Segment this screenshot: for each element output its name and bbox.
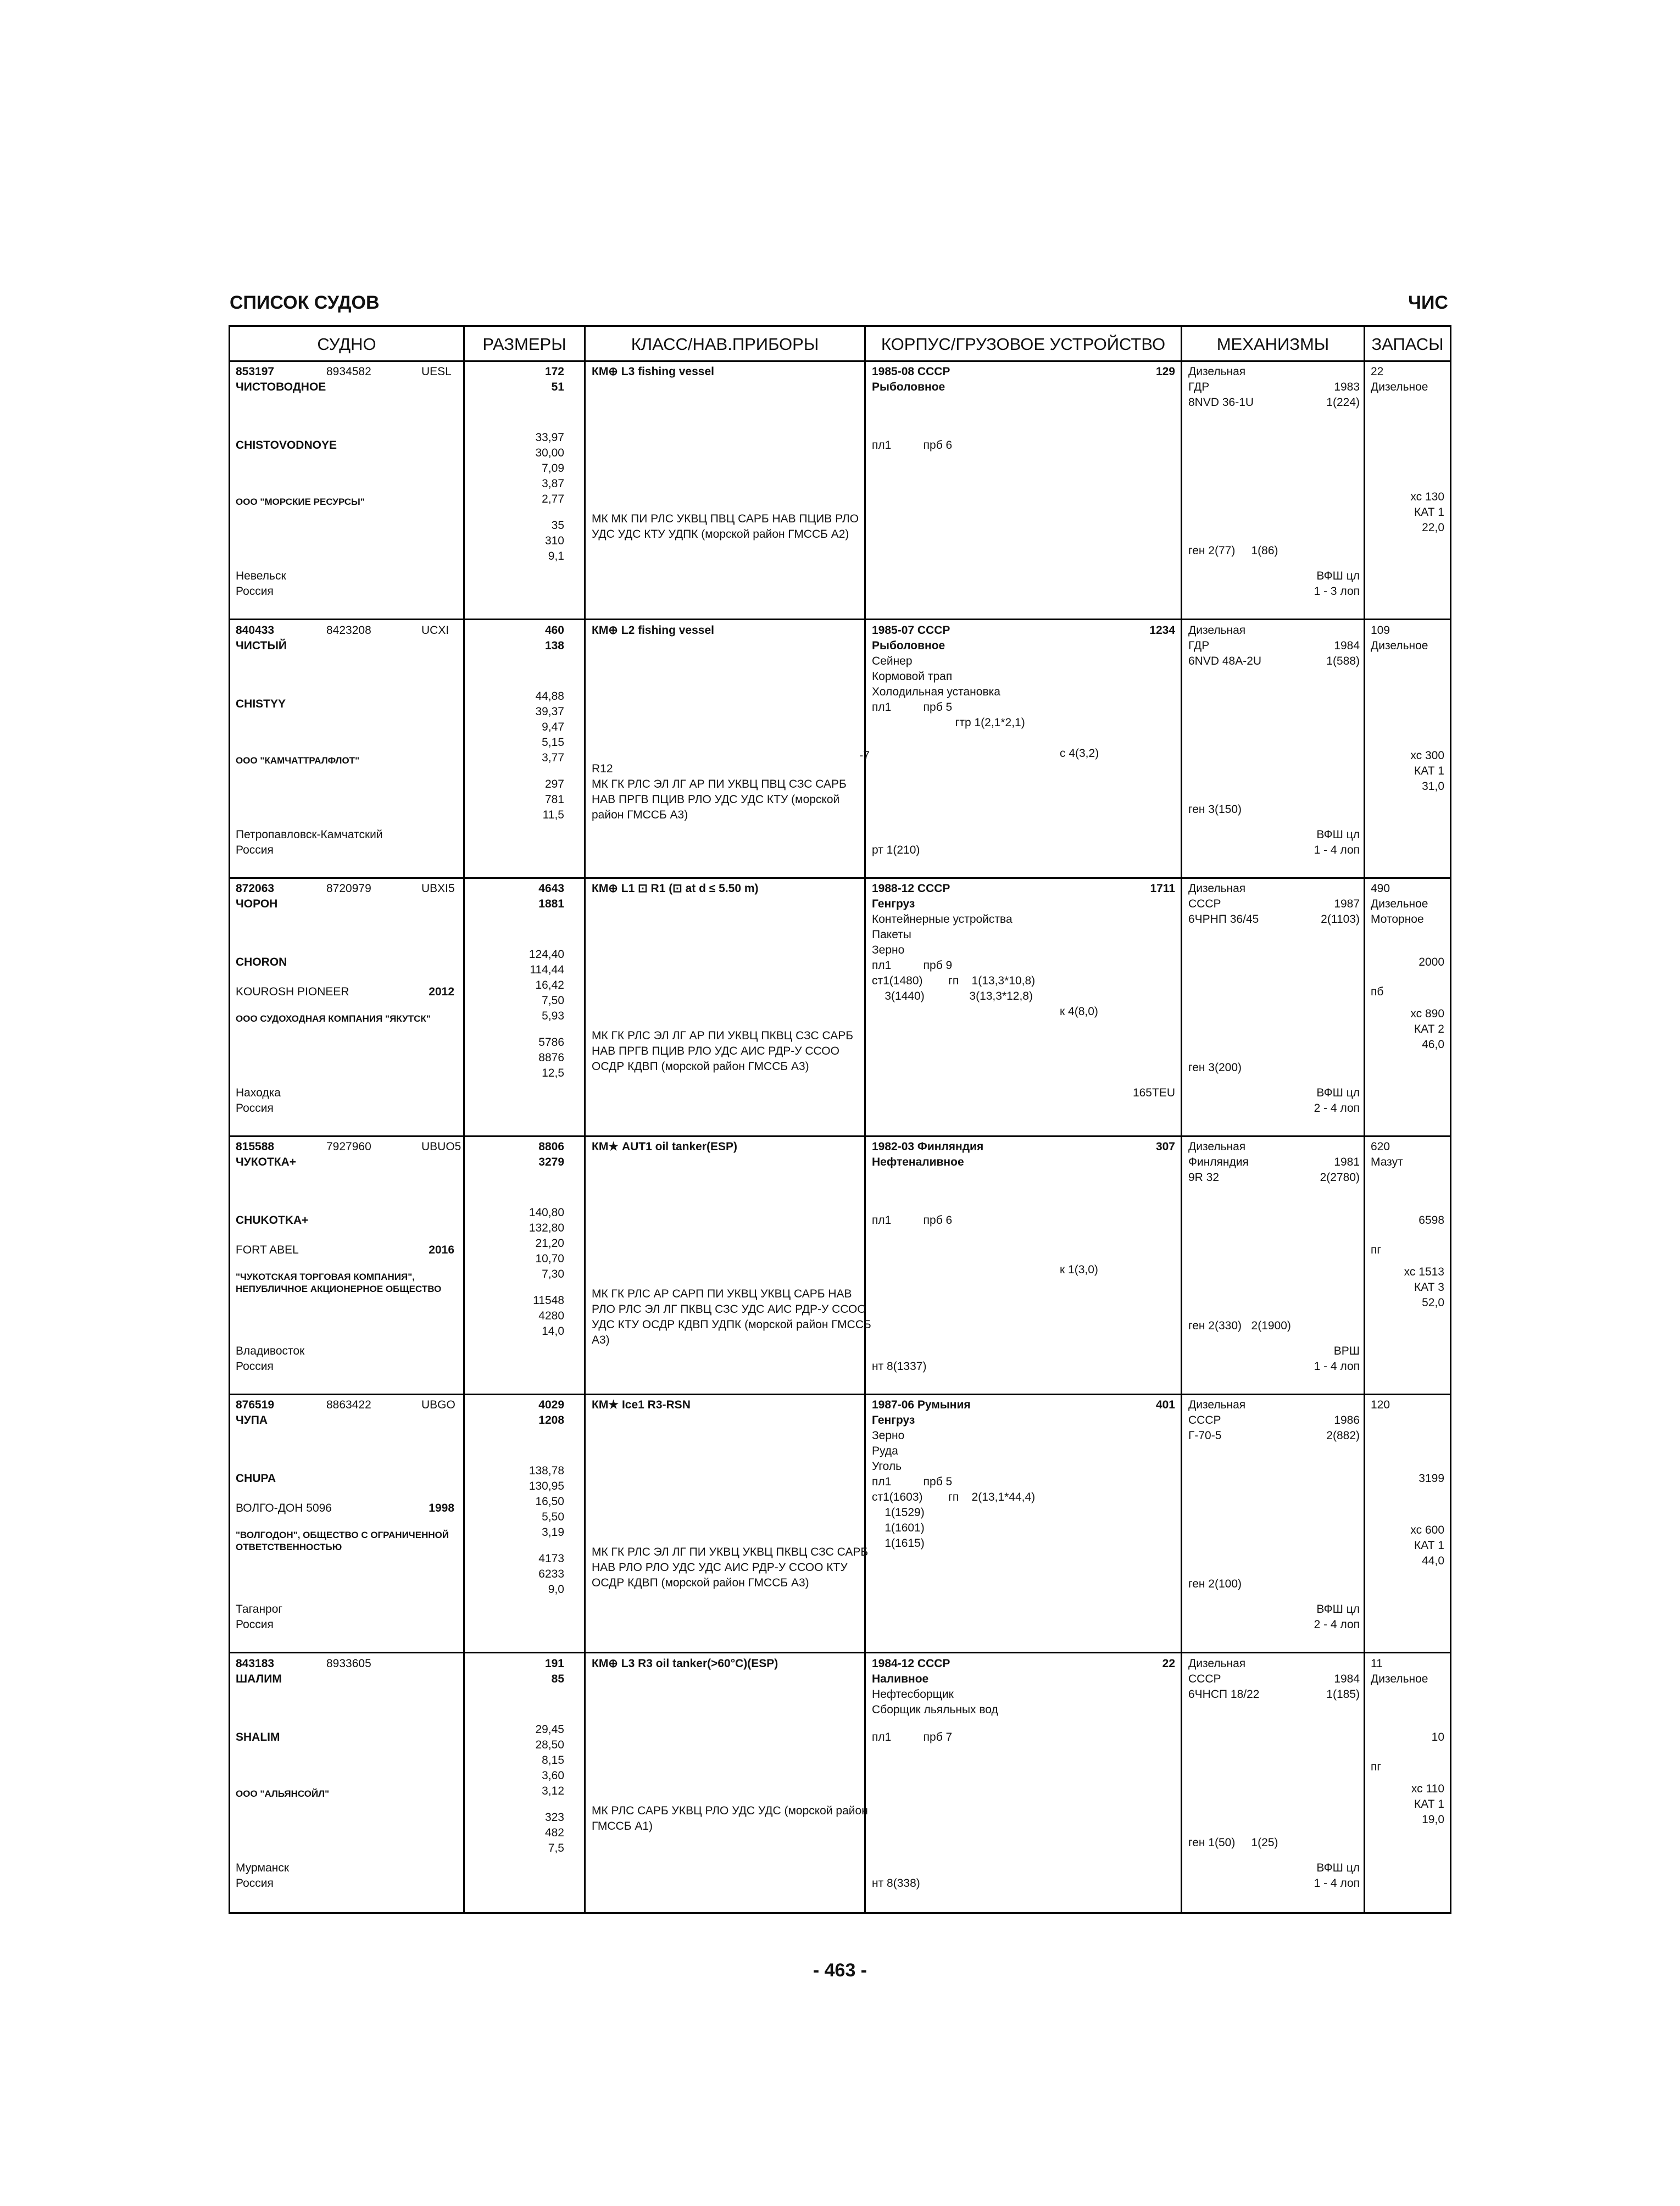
build-date-country: 1985-08 СССР [872,365,950,378]
dimension-value: 3,12 [542,1785,564,1797]
hull-detail: ст1(1480) гп 1(13,3*10,8) [872,974,1036,987]
hull-detail: пл1 прб 5 [872,701,953,714]
build-date-country: 1988-12 СССР [872,882,950,895]
ship-register-table [229,325,1451,1914]
owner-name: "ЧУКОТСКАЯ ТОРГОВАЯ КОМПАНИЯ", НЕПУБЛИЧНОЕ АКЦИОНЕРНОЕ ОБЩЕСТВО [236,1272,442,1294]
engine-year: 1986 [1334,1414,1360,1427]
hull-number: 1711 [1150,882,1175,895]
imo-number: 8720979 [326,882,371,895]
call-sign: UBUO5 [421,1140,461,1153]
former-name-year: 2012 [429,985,454,998]
propeller-blades: 1 - 4 лоп [1314,1877,1360,1890]
header-ship: СУДНО [230,327,465,362]
cargo-volume: 3199 [1418,1472,1444,1485]
dimension-value: 3,60 [542,1769,564,1782]
dimension-value: 28,50 [535,1739,564,1751]
stores-detail: КАТ 3 [1414,1281,1444,1294]
propeller-type: ВФШ цл [1316,1862,1360,1874]
ship-name-en: CHORON [236,956,287,968]
hull-number: 22 [1162,1657,1175,1670]
stores-detail: 31,0 [1422,780,1444,793]
former-name: KOUROSH PIONEER [236,985,349,998]
class-notation: КМ⊕ L1 ⊡ R1 (⊡ at d ≤ 5.50 m) [592,882,759,895]
propeller-blades: 1 - 4 лоп [1314,1360,1360,1373]
dimension-value: 5,50 [542,1511,564,1523]
engine-info: 9R 32 [1188,1171,1220,1184]
stores-detail: хс 600 [1410,1524,1444,1536]
stores-detail: КАТ 1 [1414,1798,1444,1811]
ship-name-en: CHUPA [236,1472,276,1485]
class-notation: КМ★ Ice1 R3-RSN [592,1399,691,1411]
engine-power: 2(1103) [1321,913,1360,926]
owner-name: ООО "МОРСКИЕ РЕСУРСЫ" [236,497,365,507]
generators: ген 3(150) [1188,803,1242,816]
nav-equipment: МК МК ПИ РЛС УКВЦ ПВЦ САРБ НАВ ПЦИВ РЛО УДС УДС КТУ УДПК (морской район ГМССБ А2) [592,512,859,541]
class-notation: КМ★ AUT1 oil tanker(ESP) [592,1140,738,1153]
imo-number: 7927960 [326,1140,371,1153]
capacity-value: 6233 [538,1568,564,1580]
engine-info: 6NVD 48A-2U [1188,655,1262,667]
stores-detail: КАТ 2 [1414,1023,1444,1035]
engine-power: 1(185) [1326,1688,1360,1701]
stores-detail: хс 130 [1410,491,1444,503]
cargo-volume: 2000 [1418,956,1444,968]
engine-info: Дизельная [1188,624,1246,637]
stores-detail: хс 110 [1411,1782,1444,1795]
ship-name-ru: ЧУКОТКА+ [236,1156,297,1168]
call-sign: UESL [421,365,452,378]
tank-mark: пб [1371,985,1384,998]
fuel-type: Дизельное [1371,898,1428,910]
flag-country: Россия [236,1877,274,1890]
generators: ген 3(200) [1188,1061,1242,1074]
ship-type: Холодильная установка [872,686,1000,698]
propeller-type: ВФШ цл [1316,828,1360,841]
engine-power: 1(224) [1326,396,1360,409]
generators: ген 2(77) 1(86) [1188,544,1278,557]
engine-info: Дизельная [1188,1399,1246,1411]
engine-info: 6ЧРНП 36/45 [1188,913,1259,926]
fuel-quantity: 490 [1371,882,1390,895]
engine-info: Г-70-5 [1188,1429,1222,1442]
home-port: Находка [236,1087,281,1099]
nav-equipment: МК РЛС САРБ УКВЦ РЛО УДС УДС (морской район ГМССБ А1) [592,1804,868,1832]
page-number: - 463 - [813,1960,867,1981]
class-notation: КМ⊕ L3 fishing vessel [592,365,714,378]
fuel-type: Мазут [1371,1156,1403,1168]
header-class: КЛАСС/НАВ.ПРИБОРЫ [586,327,866,362]
ship-name-en: SHALIM [236,1731,280,1743]
ship-name-en: CHUKOTKA+ [236,1214,309,1227]
flag-country: Россия [236,585,274,598]
hull-detail: 1(1529) [872,1506,925,1519]
engine-power: 2(2780) [1320,1171,1360,1184]
flag-country: Россия [236,844,274,856]
registry-number: 872063 [236,882,275,895]
registry-number: 853197 [236,365,275,378]
generators: ген 2(330) 2(1900) [1188,1319,1291,1332]
fuel-type: Моторное [1371,913,1424,926]
tonnage-value: 51 [551,381,564,393]
ship-name-ru: ШАЛИМ [236,1673,282,1685]
engine-year: 1987 [1334,898,1360,910]
stores-detail: хс 890 [1410,1007,1444,1020]
ship-type: Нефтесборщик [872,1688,954,1701]
ship-name-ru: ЧОРОН [236,898,278,910]
dimension-value: 114,44 [530,963,564,976]
ship-type: Зерно [872,1429,905,1442]
ship-type: Генгруз [872,1414,915,1427]
dimension-value: 132,80 [529,1222,564,1234]
hull-detail: 3(1440) 3(13,3*12,8) [872,990,1033,1002]
ship-name-en: CHISTYY [236,698,286,710]
stores-detail: 52,0 [1422,1296,1444,1309]
engine-power: 1(588) [1326,655,1360,667]
ship-type: Пакеты [872,928,911,941]
nav-equipment: МК ГК РЛС ЭЛ ЛГ АР ПИ УКВЦ ПКВЦ СЗС САРБ НАВ ПРГВ ПЦИВ РЛО УДС АИС РДР-У ССОО ОСДР КДВП (морской район ГМССБ А3) [592,1029,854,1073]
page-code: ЧИС [1408,292,1448,313]
home-port: Мурманск [236,1862,290,1874]
capacity-value: 12,5 [542,1067,564,1079]
stores-detail: 46,0 [1422,1038,1444,1051]
stores-detail: хс 300 [1410,749,1444,762]
ship-type: Рыболовное [872,381,945,393]
owner-name: ООО "АЛЬЯНСОЙЛ" [236,1789,330,1799]
imo-number: 8423208 [326,624,371,637]
ship-type: Наливное [872,1673,929,1685]
ship-type: Генгруз [872,898,915,910]
nav-equipment: МК ГК РЛС ЭЛ ЛГ АР ПИ УКВЦ ПВЦ СЗС САРБ НАВ ПРГВ ПЦИВ РЛО УДС УДС КТУ (морской район ГМССБ А3) [592,778,847,821]
call-sign: UCXI [421,624,449,637]
fuel-quantity: 120 [1371,1399,1390,1411]
capacity-value: 7,5 [548,1842,564,1854]
stores-detail: КАТ 1 [1414,765,1444,777]
capacity-value: 5786 [538,1036,564,1049]
ship-entry [230,1395,1450,1653]
capacity-value: 9,1 [548,550,564,562]
flag-country: Россия [236,1360,274,1373]
generators: ген 2(100) [1188,1578,1242,1590]
owner-name: ООО СУДОХОДНАЯ КОМПАНИЯ "ЯКУТСК" [236,1013,431,1024]
engine-info: СССР [1188,898,1221,910]
dimension-value: 29,45 [535,1723,564,1736]
stores-detail: 19,0 [1422,1813,1444,1826]
fuel-quantity: 109 [1371,624,1390,637]
cargo-volume: 10 [1431,1731,1444,1743]
registry-number: 843183 [236,1657,275,1670]
dimension-value: 9,47 [542,721,564,733]
engine-info: 6ЧНСП 18/22 [1188,1688,1260,1701]
propeller-blades: 1 - 3 лоп [1314,585,1360,598]
engine-info: Дизельная [1188,365,1246,378]
ship-entry [230,879,1450,1137]
dimension-value: 3,19 [542,1526,564,1539]
capacity-value: 781 [544,793,564,806]
tonnage-value: 172 [544,365,564,378]
former-name: ВОЛГО-ДОН 5096 [236,1502,332,1514]
class-notation: КМ⊕ L3 R3 oil tanker(>60°C)(ESP) [592,1657,778,1670]
propeller-type: ВФШ цл [1316,1603,1360,1615]
fuel-quantity: 620 [1371,1140,1390,1153]
capacity-value: 8876 [538,1051,564,1064]
propeller-type: ВФШ цл [1316,1087,1360,1099]
propeller-blades: 2 - 4 лоп [1314,1618,1360,1631]
dimension-value: 8,15 [542,1754,564,1767]
tonnage-value: 4029 [538,1399,564,1411]
former-name: FORT ABEL [236,1244,299,1256]
stores-detail: хс 1513 [1404,1266,1444,1278]
generators: ген 1(50) 1(25) [1188,1836,1278,1849]
propeller-blades: 1 - 4 лоп [1314,844,1360,856]
imo-number: 8933605 [326,1657,371,1670]
imo-number: 8934582 [326,365,371,378]
dimension-value: 16,50 [535,1495,564,1508]
dimension-value: 33,97 [535,431,564,444]
hull-detail: гтр 1(2,1*2,1) [872,716,1025,729]
capacity-value: 4173 [538,1552,564,1565]
hull-detail: ст1(1603) гп 2(13,1*44,4) [872,1491,1036,1503]
hull-tanks: нт 8(338) [872,1877,920,1890]
engine-info: Финляндия [1188,1156,1249,1168]
former-name-year: 2016 [429,1244,454,1256]
tank-mark: пг [1371,1761,1382,1773]
dimension-value: 39,37 [535,705,564,718]
call-sign: UBXI5 [421,882,455,895]
registry-number: 840433 [236,624,275,637]
capacity-value: 310 [544,534,564,547]
tonnage-value: 1208 [538,1414,564,1427]
propeller-blades: 2 - 4 лоп [1314,1102,1360,1115]
hull-detail: пл1 прб 6 [872,1214,953,1227]
home-port: Невельск [236,570,286,582]
engine-info: СССР [1188,1414,1221,1427]
header-machinery: МЕХАНИЗМЫ [1182,327,1365,362]
header-hull: КОРПУС/ГРУЗОВОЕ УСТРОЙСТВО [866,327,1182,362]
flag-country: Россия [236,1102,274,1115]
ship-type: Кормовой трап [872,670,953,683]
fuel-type: Дизельное [1371,1673,1428,1685]
dimension-value: 138,78 [529,1464,564,1477]
dimension-value: 2,77 [542,493,564,505]
dimension-value: 16,42 [535,979,564,991]
cargo-gear: с 4(3,2) [1060,747,1099,760]
tonnage-value: 3279 [538,1156,564,1168]
ship-type: Уголь [872,1460,902,1473]
home-port: Петропавловск-Камчатский [236,828,383,841]
tonnage-value: 138 [544,639,564,652]
ship-type: Сборщик льяльных вод [872,1703,998,1716]
capacity-value: 9,0 [548,1583,564,1596]
ship-name-ru: ЧИСТЫЙ [236,639,287,652]
ship-type: Рыболовное [872,639,945,652]
hull-tanks: нт 8(1337) [872,1360,927,1373]
ship-name-en: CHISTOVODNOYE [236,439,337,452]
dimension-value: 3,87 [542,477,564,490]
tonnage-value: 8806 [538,1140,564,1153]
dimension-value: 21,20 [535,1237,564,1250]
engine-year: 1981 [1334,1156,1360,1168]
imo-number: 8863422 [326,1399,371,1411]
cargo-gear: к 4(8,0) [1060,1005,1098,1018]
hull-number: 307 [1155,1140,1175,1153]
dimension-value: 5,15 [542,736,564,749]
registry-number: 815588 [236,1140,275,1153]
fuel-type: Дизельное [1371,381,1428,393]
engine-info: ГДР [1188,639,1210,652]
dimension-value: 7,30 [542,1268,564,1280]
cargo-volume: 6598 [1418,1214,1444,1227]
ship-entry [230,1654,1450,1912]
ship-entry [230,1137,1450,1395]
dimension-value: 44,88 [535,690,564,703]
registry-number: 876519 [236,1399,275,1411]
dimension-value: 5,93 [542,1010,564,1022]
hull-tanks: рт 1(210) [872,844,920,856]
capacity-value: 11,5 [542,809,564,821]
ship-type: Зерно [872,944,905,956]
engine-info: 8NVD 36-1U [1188,396,1254,409]
hull-detail: пл1 прб 6 [872,439,953,452]
table-header [230,327,1450,362]
nav-equipment: МК ГК РЛС АР САРП ПИ УКВЦ УКВЦ САРБ НАВ РЛО РЛС ЭЛ ЛГ ПКВЦ СЗС УДС АИС РДР-У ССОО УДС КТУ ОСДР КДВП УДПК (морской район ГМССБ А3) [592,1288,871,1346]
nav-prefix: R12 [592,762,613,775]
dimension-value: 7,09 [542,462,564,475]
build-date-country: 1984-12 СССР [872,1657,950,1670]
flag-country: Россия [236,1618,274,1631]
tonnage-value: 4643 [538,882,564,895]
owner-name: "ВОЛГОДОН", ОБЩЕСТВО С ОГРАНИЧЕННОЙ ОТВЕТСТВЕННОСТЬЮ [236,1530,449,1552]
engine-year: 1984 [1334,1673,1360,1685]
ship-type: Руда [872,1445,898,1457]
ship-type: Нефтеналивное [872,1156,964,1168]
hull-detail: 1(1601) [872,1522,925,1534]
fuel-type: Дизельное [1371,639,1428,652]
engine-year: 1984 [1334,639,1360,652]
capacity-value: 4280 [538,1310,564,1322]
home-port: Владивосток [236,1345,305,1357]
hull-number: 1234 [1149,624,1175,637]
build-date-country: 1982-03 Финляндия [872,1140,984,1153]
ship-type: Сейнер [872,655,913,667]
engine-info: Дизельная [1188,882,1246,895]
capacity-value: 482 [544,1826,564,1839]
stores-detail: КАТ 1 [1414,506,1444,519]
propeller-type: ВРШ [1333,1345,1360,1357]
engine-info: Дизельная [1188,1657,1246,1670]
propeller-type: ВФШ цл [1316,570,1360,582]
build-date-country: 1985-07 СССР [872,624,950,637]
header-stores: ЗАПАСЫ [1371,335,1444,354]
stores-detail: 44,0 [1422,1555,1444,1567]
cargo-gear: к 1(3,0) [1060,1263,1098,1276]
container-capacity: 165TEU [1132,1087,1175,1099]
ship-entry [230,621,1450,879]
engine-power: 2(882) [1326,1429,1360,1442]
tonnage-value: 1881 [538,898,564,910]
tonnage-value: 85 [551,1673,564,1685]
capacity-value: 297 [544,778,564,790]
stores-detail: 22,0 [1422,521,1444,534]
capacity-value: 14,0 [542,1325,564,1338]
tonnage-value: 191 [544,1657,564,1670]
tonnage-value: 460 [544,624,564,637]
hull-detail: пл1 прб 9 [872,959,953,972]
call-sign: UBGO [421,1399,455,1411]
header-dimensions: РАЗМЕРЫ [465,327,586,362]
build-date-country: 1987-06 Румыния [872,1399,971,1411]
ship-entry [230,362,1450,620]
engine-info: ГДР [1188,381,1210,393]
dimension-value: 10,70 [535,1252,564,1265]
dimension-value: 7,50 [542,994,564,1007]
capacity-value: 11548 [533,1294,564,1307]
nav-equipment: МК ГК РЛС ЭЛ ЛГ ПИ УКВЦ УКВЦ ПКВЦ СЗС САРБ НАВ РЛО РЛО УДС УДС АИС РДР-У ССОО КТУ ОСДР КДВП (морской район ГМССБ А3) [592,1546,869,1589]
capacity-value: 323 [544,1811,564,1824]
stores-detail: КАТ 1 [1414,1539,1444,1552]
hull-number: 401 [1155,1399,1175,1411]
tank-mark: пг [1371,1244,1382,1256]
former-name-year: 1998 [429,1502,454,1514]
ship-type: Контейнерные устройства [872,913,1013,926]
ship-name-ru: ЧУПА [236,1414,268,1427]
dimension-value: 30,00 [535,447,564,459]
hull-number: 129 [1155,365,1175,378]
hull-detail: 1(1615) [872,1537,925,1550]
dimension-value: 130,95 [529,1480,564,1492]
ship-name-ru: ЧИСТОВОДНОЕ [236,381,326,393]
owner-name: ООО "КАМЧАТТРАЛФЛОТ" [236,755,360,766]
home-port: Таганрог [236,1603,283,1615]
dimension-value: 124,40 [529,948,564,961]
hull-detail: пл1 прб 7 [872,1731,953,1743]
engine-year: 1983 [1334,381,1360,393]
page-title: СПИСОК СУДОВ [230,292,380,313]
fuel-quantity: 11 [1371,1657,1383,1670]
dimension-value: 3,77 [542,751,564,764]
class-notation: КМ⊕ L2 fishing vessel [592,624,714,637]
fuel-quantity: 22 [1371,365,1384,378]
nav-mark: -7 [859,749,870,762]
dimension-value: 140,80 [529,1206,564,1219]
engine-info: СССР [1188,1673,1221,1685]
engine-info: Дизельная [1188,1140,1246,1153]
capacity-value: 35 [551,519,564,532]
hull-detail: пл1 прб 5 [872,1475,953,1488]
